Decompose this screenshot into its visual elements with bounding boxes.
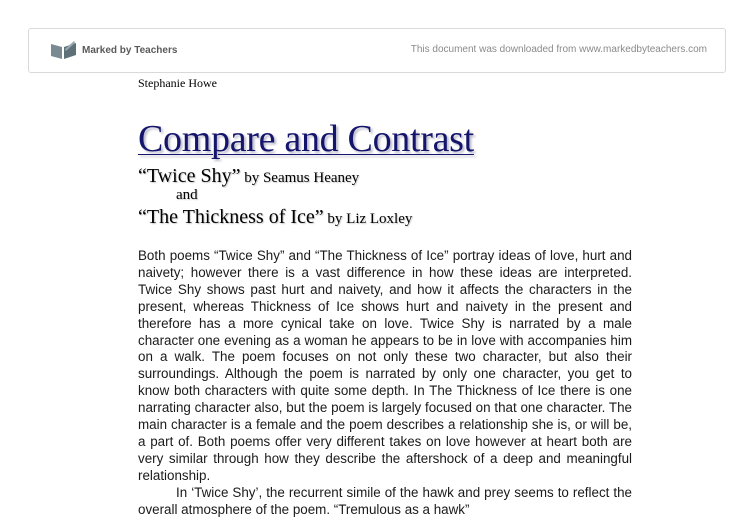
poem2-title: “The Thickness of Ice” bbox=[138, 206, 324, 228]
poem2-heading bbox=[138, 206, 412, 229]
and-connector: and bbox=[176, 187, 198, 203]
paragraph-1: Both poems “Twice Shy” and “The Thickness of Ice” portray ideas of love, hurt and naivety; however there is a vast difference in how these ideas are interpreted. Twice Shy shows past hurt and naivety, and how it affects the characters in the present, whereas Thickness of Ice shows hurt and naivety in the present and therefore has a more cynical take on love. Twice Shy is narrated by a male character one evening as a woman he appears to be in love with accompanies him on a walk. The poem focuses on not only these two character, but also their surroundings. Although the poem is narrated by only one character, you get to know both characters with quite some depth. In The Thickness of Ice there is one narrating character also, but the poem is largely focused on that one character. The main character is a female and the poem describes a relationship she is, or will be, a part of. Both poems offer very different takes on love however at heart both are very similar through how they describe the aftershock of a deep and meaningful relationship. bbox=[138, 248, 632, 483]
poem2-author: by Liz Loxley bbox=[323, 211, 413, 227]
logo-text: Marked by Teachers bbox=[82, 44, 178, 56]
document-title: Compare and Contrast bbox=[138, 118, 474, 160]
paragraph-2: In ‘Twice Shy’, the recurrent simile of the hawk and prey seems to reflect the overall atmosphere of the poem. “Tremulous as a hawk” bbox=[138, 484, 632, 517]
author-name: Stephanie Howe bbox=[138, 76, 217, 90]
essay-body bbox=[138, 248, 632, 519]
download-notice: This document was downloaded from www.markedbyteachers.com bbox=[410, 44, 707, 55]
poem1-heading bbox=[138, 165, 359, 188]
marked-by-teachers-logo[interactable] bbox=[49, 40, 177, 60]
book-icon bbox=[49, 40, 79, 60]
poem1-title: “Twice Shy” bbox=[138, 165, 241, 187]
download-banner bbox=[28, 28, 726, 73]
poem1-author: by Seamus Heaney bbox=[240, 170, 360, 186]
